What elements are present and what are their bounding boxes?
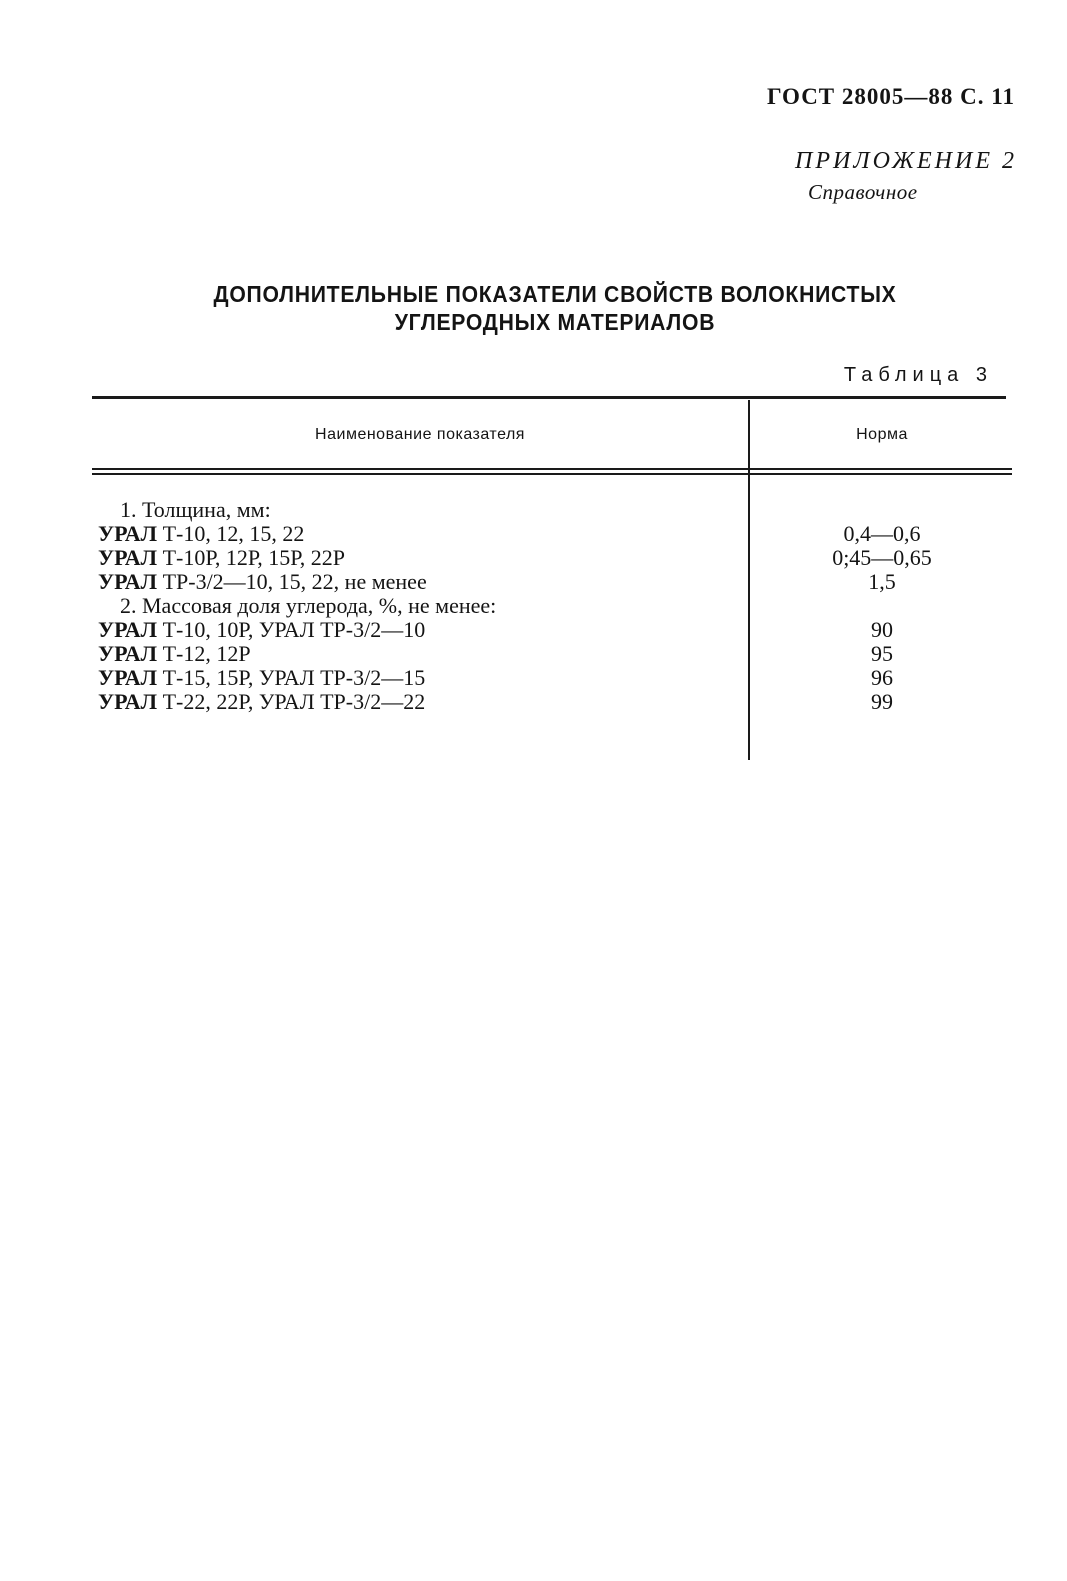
row-name: 1. Толщина, мм:	[120, 497, 271, 522]
row-value: 0,4—0,6	[843, 521, 921, 546]
row-name: 2. Массовая доля углерода, %, не менее:	[120, 593, 497, 618]
column-header-norm: Норма	[856, 426, 908, 443]
row-name	[98, 666, 425, 690]
row-name	[98, 570, 427, 594]
document-title	[44, 280, 1065, 336]
row-name	[98, 618, 425, 642]
row-value: 96	[871, 665, 893, 690]
table-row	[98, 690, 998, 714]
row-name	[98, 546, 345, 570]
row-name-detail: Т-15, 15Р, УРАЛ ТР-3/2—15	[157, 665, 426, 690]
document-title-line-1: ДОПОЛНИТЕЛЬНЫЕ ПОКАЗАТЕЛИ СВОЙСТВ ВОЛОКНИСТЫХ	[213, 281, 897, 307]
table-row	[98, 522, 998, 546]
row-name-detail: Т-22, 22Р, УРАЛ ТР-3/2—22	[157, 689, 426, 714]
table-row	[98, 666, 998, 690]
table-row	[98, 570, 998, 594]
table-top-rule	[92, 396, 1006, 399]
row-name	[98, 690, 425, 714]
column-header-name: Наименование показателя	[315, 426, 525, 443]
row-name	[98, 642, 251, 666]
row-name-detail: ТР-3/2—10, 15, 22, не менее	[157, 569, 427, 594]
row-name-detail: Т-10, 12, 15, 22	[157, 521, 305, 546]
brand-name: УРАЛ	[98, 569, 158, 594]
table-row	[98, 546, 998, 570]
row-name-detail: Т-10, 10Р, УРАЛ ТР-3/2—10	[157, 617, 426, 642]
brand-name: УРАЛ	[98, 545, 158, 570]
brand-name: УРАЛ	[98, 617, 158, 642]
row-name-detail: Т-10Р, 12Р, 15Р, 22Р	[157, 545, 346, 570]
table-group-row	[98, 594, 998, 618]
appendix-subtitle: Справочное	[808, 180, 918, 204]
table-group-row	[98, 498, 998, 522]
table-header-rule	[92, 468, 1012, 470]
table-row	[98, 642, 998, 666]
table-body	[98, 498, 998, 714]
row-name	[98, 522, 304, 546]
table-row	[98, 618, 998, 642]
brand-name: УРАЛ	[98, 641, 158, 666]
row-value: 95	[871, 641, 893, 666]
standard-reference: ГОСТ 28005—88 С. 11	[766, 84, 1015, 109]
brand-name: УРАЛ	[98, 521, 158, 546]
row-value: 99	[871, 689, 893, 714]
row-value: 0;45—0,65	[832, 545, 932, 570]
row-value: 1,5	[868, 569, 896, 594]
brand-name: УРАЛ	[98, 665, 158, 690]
table-caption: Таблица 3	[843, 364, 993, 386]
table-header-rule-double	[92, 473, 1012, 475]
row-name-detail: Т-12, 12Р	[157, 641, 251, 666]
appendix-title: ПРИЛОЖЕНИЕ 2	[795, 148, 1017, 174]
document-title-line-2: УГЛЕРОДНЫХ МАТЕРИАЛОВ	[394, 309, 716, 335]
brand-name: УРАЛ	[98, 689, 158, 714]
row-value: 90	[871, 617, 893, 642]
